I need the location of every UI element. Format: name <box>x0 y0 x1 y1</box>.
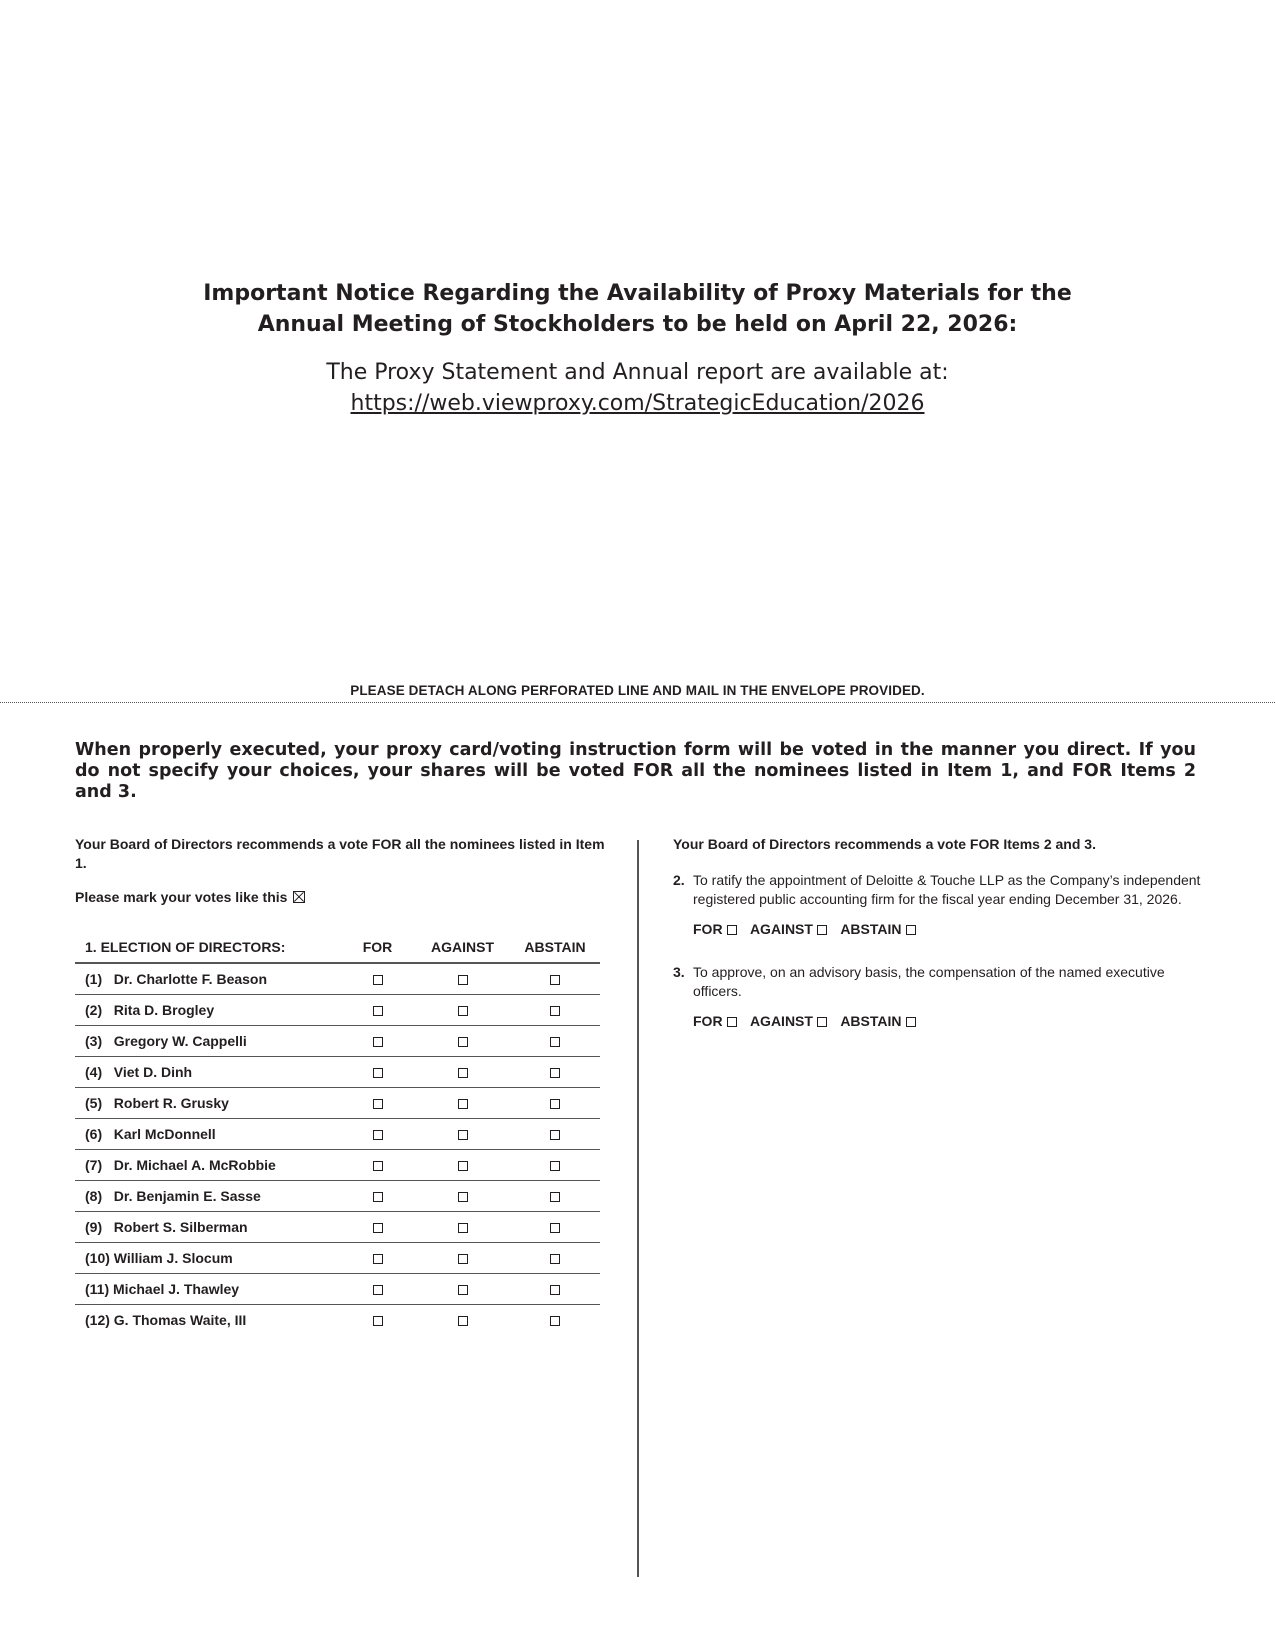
nominee-10-against-checkbox[interactable] <box>458 1254 468 1264</box>
proposal-3-vote-options <box>693 1013 1203 1029</box>
proposal-number: 2. <box>673 872 685 888</box>
directors-section <box>75 835 605 1335</box>
abstain-cell <box>510 1026 600 1057</box>
x-mark-example-icon <box>293 891 305 903</box>
table-row <box>75 1212 600 1243</box>
abstain-cell <box>510 1150 600 1181</box>
nominee-1-against-checkbox[interactable] <box>458 975 468 985</box>
proposal-3-for-checkbox[interactable] <box>727 1017 737 1027</box>
nominee-9-abstain-checkbox[interactable] <box>550 1223 560 1233</box>
proxy-materials-link[interactable]: https://web.viewproxy.com/StrategicEducation/2026 <box>350 391 925 416</box>
nominee-2-for-checkbox[interactable] <box>373 1006 383 1016</box>
abstain-cell <box>510 1181 600 1212</box>
nominee-12-abstain-checkbox[interactable] <box>550 1316 560 1326</box>
board-recommendation-items-2-3: Your Board of Directors recommends a vote FOR Items 2 and 3. <box>673 836 1096 852</box>
for-cell <box>340 1212 415 1243</box>
against-cell <box>415 1119 510 1150</box>
notice-availability <box>0 357 1275 419</box>
for-cell <box>340 1057 415 1088</box>
nominee-9-against-checkbox[interactable] <box>458 1223 468 1233</box>
nominee-3-for-checkbox[interactable] <box>373 1037 383 1047</box>
mark-example <box>75 888 605 907</box>
nominee-5-against-checkbox[interactable] <box>458 1099 468 1109</box>
table-row <box>75 1057 600 1088</box>
table-row <box>75 1305 600 1336</box>
nominee-name: (10) William J. Slocum <box>75 1243 340 1274</box>
abstain-cell <box>510 1088 600 1119</box>
against-cell <box>415 995 510 1026</box>
table-row <box>75 1088 600 1119</box>
against-cell <box>415 1305 510 1336</box>
proposal-item-2 <box>673 871 1203 937</box>
against-label: AGAINST <box>749 1013 813 1029</box>
abstain-label: ABSTAIN <box>840 921 902 937</box>
nominee-4-abstain-checkbox[interactable] <box>550 1068 560 1078</box>
perforated-line <box>0 702 1275 703</box>
abstain-cell <box>510 1212 600 1243</box>
abstain-cell <box>510 1057 600 1088</box>
for-cell <box>340 1274 415 1305</box>
table-header-row <box>75 932 600 963</box>
nominee-2-against-checkbox[interactable] <box>458 1006 468 1016</box>
proposal-2-abstain-checkbox[interactable] <box>906 925 916 935</box>
nominee-5-abstain-checkbox[interactable] <box>550 1099 560 1109</box>
against-cell <box>415 963 510 995</box>
nominee-12-against-checkbox[interactable] <box>458 1316 468 1326</box>
nominee-11-against-checkbox[interactable] <box>458 1285 468 1295</box>
nominee-12-for-checkbox[interactable] <box>373 1316 383 1326</box>
nominee-1-abstain-checkbox[interactable] <box>550 975 560 985</box>
nominee-name: (5) Robert R. Grusky <box>75 1088 340 1119</box>
for-cell <box>340 1243 415 1274</box>
nominee-rows <box>75 963 600 1335</box>
for-cell <box>340 1150 415 1181</box>
table-row <box>75 1119 600 1150</box>
table-row <box>75 1026 600 1057</box>
nominee-11-abstain-checkbox[interactable] <box>550 1285 560 1295</box>
for-cell <box>340 995 415 1026</box>
abstain-cell <box>510 1274 600 1305</box>
against-label: AGAINST <box>749 921 813 937</box>
nominee-4-for-checkbox[interactable] <box>373 1068 383 1078</box>
for-cell <box>340 1181 415 1212</box>
nominee-6-abstain-checkbox[interactable] <box>550 1130 560 1140</box>
for-label: FOR <box>693 921 723 937</box>
mark-example-label: Please mark your votes like this <box>75 889 288 905</box>
for-column-header: FOR <box>340 932 415 963</box>
proposal-item-3 <box>673 963 1203 1029</box>
for-cell <box>340 1026 415 1057</box>
proposal-number: 3. <box>673 964 685 980</box>
detach-instruction: PLEASE DETACH ALONG PERFORATED LINE AND MAIL IN THE ENVELOPE PROVIDED. <box>350 683 925 698</box>
notice-title-line2: Annual Meeting of Stockholders to be held on April 22, 2026: <box>257 312 1018 337</box>
nominee-7-against-checkbox[interactable] <box>458 1161 468 1171</box>
proposal-2-for-checkbox[interactable] <box>727 925 737 935</box>
abstain-label: ABSTAIN <box>840 1013 902 1029</box>
table-row <box>75 963 600 995</box>
proposal-text: To approve, on an advisory basis, the compensation of the named executive officers. <box>693 964 1165 999</box>
for-cell <box>340 1088 415 1119</box>
table-row <box>75 1181 600 1212</box>
abstain-column-header: ABSTAIN <box>510 932 600 963</box>
nominee-1-for-checkbox[interactable] <box>373 975 383 985</box>
nominee-name: (1) Dr. Charlotte F. Beason <box>75 963 340 995</box>
abstain-cell <box>510 1305 600 1336</box>
nominee-10-abstain-checkbox[interactable] <box>550 1254 560 1264</box>
abstain-cell <box>510 995 600 1026</box>
proposal-2-against-checkbox[interactable] <box>817 925 827 935</box>
nominee-6-against-checkbox[interactable] <box>458 1130 468 1140</box>
table-row <box>75 1243 600 1274</box>
nominee-8-abstain-checkbox[interactable] <box>550 1192 560 1202</box>
nominee-9-for-checkbox[interactable] <box>373 1223 383 1233</box>
against-cell <box>415 1057 510 1088</box>
notice-title <box>0 278 1275 340</box>
nominee-3-against-checkbox[interactable] <box>458 1037 468 1047</box>
nominee-8-against-checkbox[interactable] <box>458 1192 468 1202</box>
abstain-cell <box>510 1243 600 1274</box>
for-label: FOR <box>693 1013 723 1029</box>
table-row <box>75 995 600 1026</box>
against-cell <box>415 1026 510 1057</box>
nominee-name: (9) Robert S. Silberman <box>75 1212 340 1243</box>
against-cell <box>415 1243 510 1274</box>
election-of-directors-table <box>75 932 600 1335</box>
notice-sub-line: The Proxy Statement and Annual report are available at: <box>326 360 949 385</box>
proposal-3-against-checkbox[interactable] <box>817 1017 827 1027</box>
proposal-text: To ratify the appointment of Deloitte & Touche LLP as the Company’s independent registered public accounting firm for the fiscal year ending December 31, 2026. <box>693 872 1201 907</box>
against-cell <box>415 1150 510 1181</box>
against-cell <box>415 1088 510 1119</box>
against-cell <box>415 1181 510 1212</box>
nominee-name: (2) Rita D. Brogley <box>75 995 340 1026</box>
nominee-name: (7) Dr. Michael A. McRobbie <box>75 1150 340 1181</box>
nominee-7-abstain-checkbox[interactable] <box>550 1161 560 1171</box>
table-row <box>75 1150 600 1181</box>
against-column-header: AGAINST <box>415 932 510 963</box>
column-divider <box>637 840 639 1577</box>
nominee-8-for-checkbox[interactable] <box>373 1192 383 1202</box>
election-header: 1. ELECTION OF DIRECTORS: <box>75 932 340 963</box>
voting-instruction: When properly executed, your proxy card/voting instruction form will be voted in the manner you direct. If you do not specify your choices, your shares will be voted FOR all the nominees listed in Item 1, and FOR Items 2 and 3. <box>75 740 1196 802</box>
nominee-3-abstain-checkbox[interactable] <box>550 1037 560 1047</box>
against-cell <box>415 1212 510 1243</box>
against-cell <box>415 1274 510 1305</box>
nominee-name: (3) Gregory W. Cappelli <box>75 1026 340 1057</box>
nominee-name: (6) Karl McDonnell <box>75 1119 340 1150</box>
nominee-name: (11) Michael J. Thawley <box>75 1274 340 1305</box>
nominee-2-abstain-checkbox[interactable] <box>550 1006 560 1016</box>
abstain-cell <box>510 963 600 995</box>
for-cell <box>340 1305 415 1336</box>
for-cell <box>340 963 415 995</box>
proposal-2-vote-options <box>693 921 1203 937</box>
nominee-5-for-checkbox[interactable] <box>373 1099 383 1109</box>
nominee-name: (4) Viet D. Dinh <box>75 1057 340 1088</box>
for-cell <box>340 1119 415 1150</box>
nominee-10-for-checkbox[interactable] <box>373 1254 383 1264</box>
nominee-6-for-checkbox[interactable] <box>373 1130 383 1140</box>
nominee-11-for-checkbox[interactable] <box>373 1285 383 1295</box>
notice-title-line1: Important Notice Regarding the Availability of Proxy Materials for the <box>203 281 1072 306</box>
nominee-7-for-checkbox[interactable] <box>373 1161 383 1171</box>
nominee-4-against-checkbox[interactable] <box>458 1068 468 1078</box>
proposal-3-abstain-checkbox[interactable] <box>906 1017 916 1027</box>
board-recommendation-item1: Your Board of Directors recommends a vote FOR all the nominees listed in Item 1. <box>75 836 605 871</box>
proposals-section <box>673 835 1203 1029</box>
abstain-cell <box>510 1119 600 1150</box>
nominee-name: (8) Dr. Benjamin E. Sasse <box>75 1181 340 1212</box>
nominee-name: (12) G. Thomas Waite, III <box>85 1312 247 1328</box>
table-row <box>75 1274 600 1305</box>
